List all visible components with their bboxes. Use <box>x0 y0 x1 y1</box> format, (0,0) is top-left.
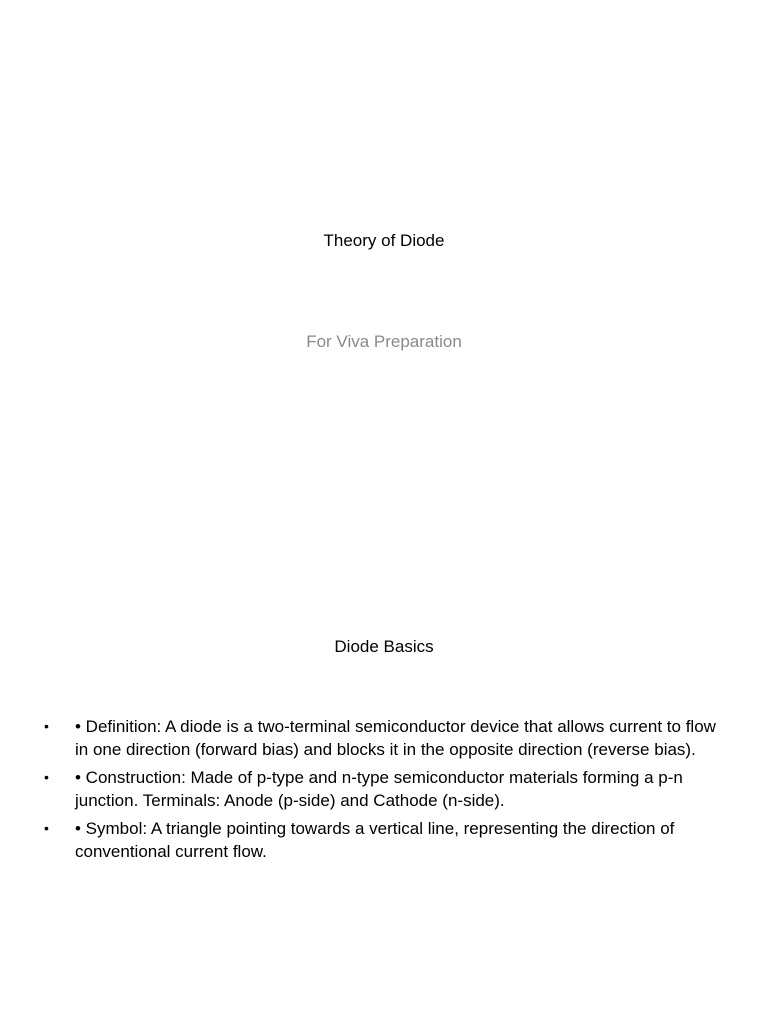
list-item <box>44 715 724 761</box>
bullet-marker: • <box>44 820 49 836</box>
bullet-text: • Symbol: A triangle pointing towards a vertical line, representing the direction of conventional current flow. <box>75 819 675 861</box>
bullet-text: • Construction: Made of p-type and n-type semiconductor materials forming a p-n junction. Terminals: Anode (p-side) and Cathode (n-side). <box>75 768 683 810</box>
list-item <box>44 817 724 863</box>
list-item <box>44 766 724 812</box>
slide-diode-basics <box>0 512 768 1024</box>
slide-title-heading: Theory of Diode <box>323 231 445 250</box>
bullet-list <box>44 715 724 868</box>
slide-heading: Diode Basics <box>334 637 434 656</box>
bullet-text: • Definition: A diode is a two-terminal semiconductor device that allows current to flow in one direction (forward bias) and blocks it in the opposite direction (reverse bias). <box>75 717 716 759</box>
bullet-marker: • <box>44 769 49 785</box>
slide-subtitle: For Viva Preparation <box>306 332 462 351</box>
bullet-marker: • <box>44 718 49 734</box>
